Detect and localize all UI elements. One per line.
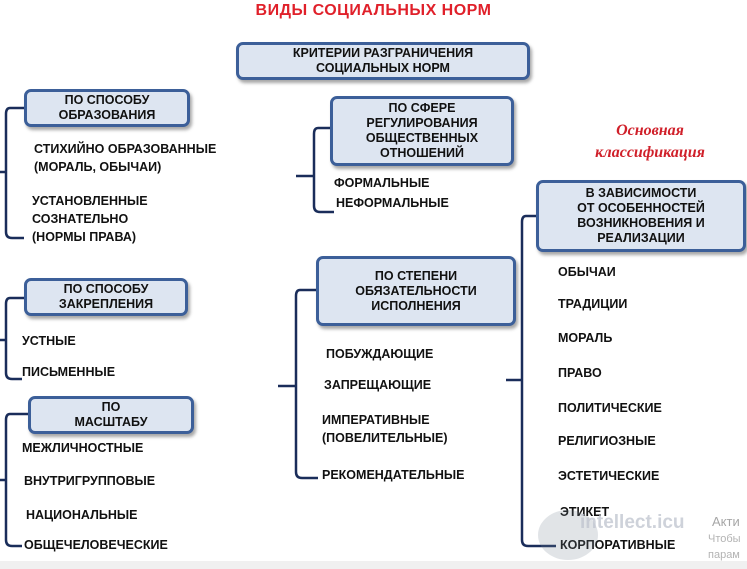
origin-item: ОБЫЧАИ xyxy=(558,265,616,279)
bottom-bar xyxy=(0,561,747,569)
formation-box: ПО СПОСОБУ ОБРАЗОВАНИЯ xyxy=(24,89,190,127)
origin-item: ЭСТЕТИЧЕСКИЕ xyxy=(558,469,660,483)
watermark-site: intellect.icu xyxy=(580,512,685,533)
formation-item: УСТАНОВЛЕННЫЕ СОЗНАТЕЛЬНО (НОРМЫ ПРАВА) xyxy=(32,194,148,244)
obligation-item: ПОБУЖДАЮЩИЕ xyxy=(326,347,434,361)
origin-item: РЕЛИГИОЗНЫЕ xyxy=(558,434,656,448)
scale-item: НАЦИОНАЛЬНЫЕ xyxy=(26,508,138,522)
page-title: ВИДЫ СОЦИАЛЬНЫХ НОРМ xyxy=(255,2,492,19)
sphere-item: НЕФОРМАЛЬНЫЕ xyxy=(336,196,449,210)
scale-item: ОБЩЕЧЕЛОВЕЧЕСКИЕ xyxy=(24,538,168,552)
origin-box: В ЗАВИСИМОСТИ ОТ ОСОБЕННОСТЕЙ ВОЗНИКНОВЕНИЯ И РЕАЛИЗАЦИИ xyxy=(536,180,746,252)
watermark-overlay-line2: Чтобы xyxy=(708,533,741,545)
criteria-box: КРИТЕРИИ РАЗГРАНИЧЕНИЯ СОЦИАЛЬНЫХ НОРМ xyxy=(236,42,530,80)
formation-item: СТИХИЙНО ОБРАЗОВАННЫЕ (МОРАЛЬ, ОБЫЧАИ) xyxy=(34,142,217,174)
fixation-item: УСТНЫЕ xyxy=(22,334,76,348)
scale-item: ВНУТРИГРУППОВЫЕ xyxy=(24,474,156,488)
obligation-item: ЗАПРЕЩАЮЩИЕ xyxy=(324,378,432,392)
watermark-overlay-line1: Акти xyxy=(712,514,740,529)
scale-box: ПО МАСШТАБУ xyxy=(28,396,194,434)
origin-item: ЭТИКЕТ xyxy=(560,505,610,519)
watermark-overlay-line3: парам xyxy=(708,549,740,561)
obligation-box: ПО СТЕПЕНИ ОБЯЗАТЕЛЬНОСТИ ИСПОЛНЕНИЯ xyxy=(316,256,516,326)
origin-item: ПРАВО xyxy=(558,366,602,380)
fixation-item: ПИСЬМЕННЫЕ xyxy=(22,365,116,379)
origin-item: КОРПОРАТИВНЫЕ xyxy=(560,538,676,552)
scale-item: МЕЖЛИЧНОСТНЫЕ xyxy=(22,441,144,455)
origin-item: ТРАДИЦИИ xyxy=(558,297,628,311)
fixation-box: ПО СПОСОБУ ЗАКРЕПЛЕНИЯ xyxy=(24,278,188,316)
origin-item: ПОЛИТИЧЕСКИЕ xyxy=(558,401,662,415)
main-classification-label: Основная классификация xyxy=(595,122,705,161)
sphere-item: ФОРМАЛЬНЫЕ xyxy=(334,176,430,190)
obligation-item: РЕКОМЕНДАТЕЛЬНЫЕ xyxy=(322,468,465,482)
origin-item: МОРАЛЬ xyxy=(558,331,613,345)
sphere-box: ПО СФЕРЕ РЕГУЛИРОВАНИЯ ОБЩЕСТВЕННЫХ ОТНОШЕНИЙ xyxy=(330,96,514,166)
obligation-item: ИМПЕРАТИВНЫЕ (ПОВЕЛИТЕЛЬНЫЕ) xyxy=(322,413,448,445)
